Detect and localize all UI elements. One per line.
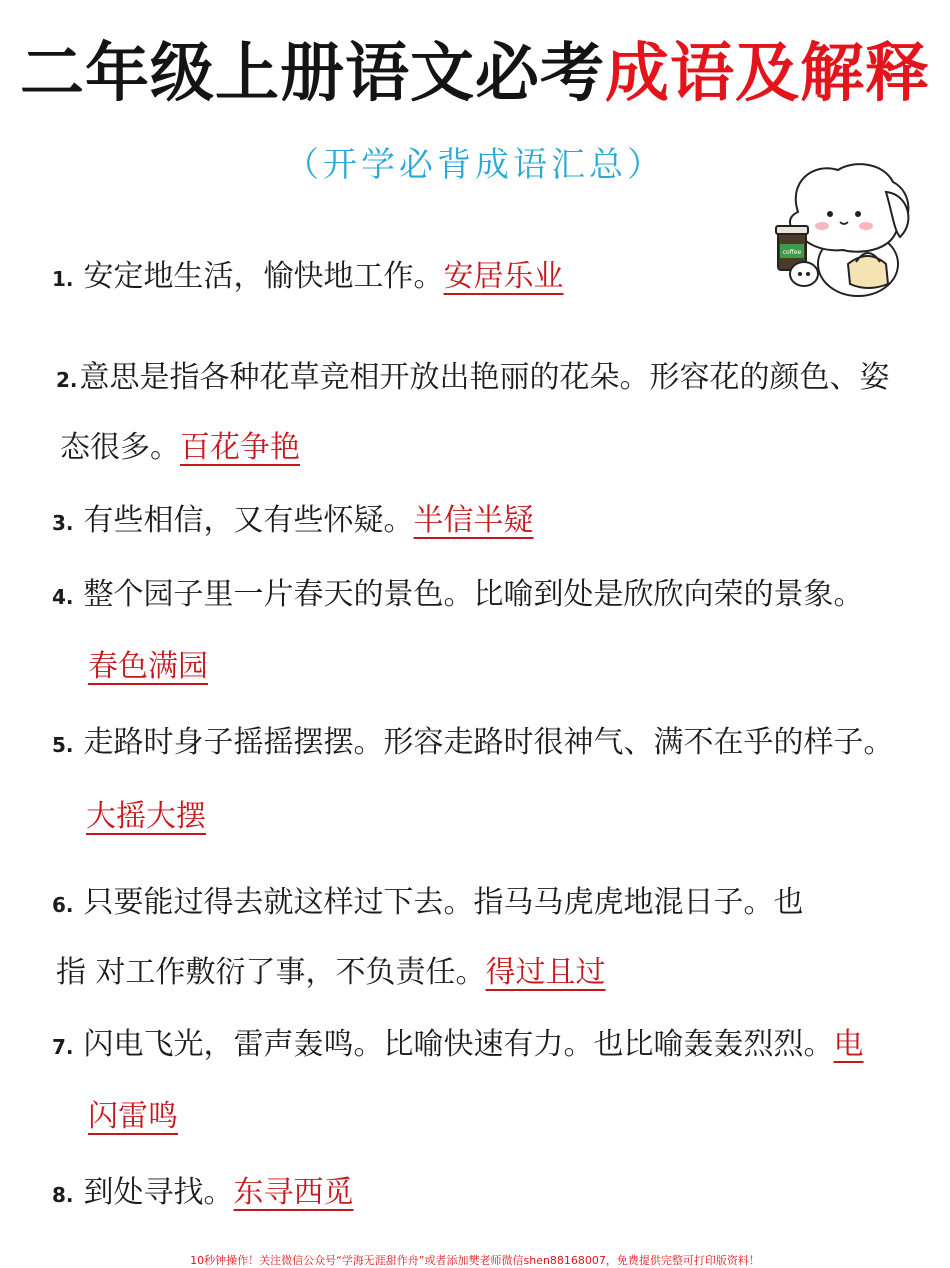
item-number: 5. xyxy=(52,733,74,757)
list-item xyxy=(52,708,894,780)
idiom-answer-part1: 电 xyxy=(833,1027,864,1062)
list-item xyxy=(52,1010,864,1082)
list-item xyxy=(52,868,804,940)
list-item xyxy=(52,1158,354,1230)
item-text: 只要能过得去就这样过下去。指马马虎虎地混日子。也 xyxy=(83,885,804,920)
item-text: 意思是指各种花草竞相开放出艳丽的花朵。形容花的颜色、姿 xyxy=(79,360,890,395)
footer-note: 10秒钟操作！关注微信公众号“学海无涯甜作舟”或者添加樊老师微信shen88168007，免费提供完整可打印版资料！ xyxy=(190,1254,760,1267)
item-number: 2. xyxy=(56,368,78,392)
idiom-answer: 东寻西觅 xyxy=(233,1175,354,1210)
idiom-answer: 安居乐业 xyxy=(443,259,564,294)
item-number: 3. xyxy=(52,511,74,535)
idiom-answer: 半信半疑 xyxy=(413,503,534,538)
list-item-continuation xyxy=(86,782,206,852)
page-title xyxy=(0,34,950,114)
list-item-continuation xyxy=(88,632,208,702)
idiom-answer: 得过且过 xyxy=(485,955,606,990)
idiom-answer: 大摇大摆 xyxy=(86,799,206,834)
list-item xyxy=(52,560,864,632)
item-number: 8. xyxy=(52,1183,74,1207)
list-item-continuation xyxy=(60,413,300,483)
idiom-answer: 春色满园 xyxy=(88,649,208,684)
item-text: 安定地生活，愉快地工作。 xyxy=(83,259,444,294)
item-text: 有些相信，又有些怀疑。 xyxy=(83,503,414,538)
item-number: 4. xyxy=(52,585,74,609)
list-item xyxy=(52,486,534,558)
page-subtitle: （开学必背成语汇总） xyxy=(285,145,665,185)
list-item xyxy=(56,343,890,415)
cup-label: coffee xyxy=(782,249,802,256)
title-red-part: 成语及解释 xyxy=(605,37,930,111)
item-text: 态很多。 xyxy=(60,430,180,465)
list-item-continuation xyxy=(56,938,606,1008)
list-item xyxy=(52,242,564,314)
list-item-continuation xyxy=(88,1082,178,1152)
item-number: 1. xyxy=(52,267,74,291)
item-text: 整个园子里一片春天的景色。比喻到处是欣欣向荣的景象。 xyxy=(83,577,864,612)
item-text: 到处寻找。 xyxy=(83,1175,234,1210)
item-text: 走路时身子摇摇摆摆。形容走路时很神气、满不在乎的样子。 xyxy=(83,725,894,760)
item-text: 指 对工作敷衍了事，不负责任。 xyxy=(56,955,486,990)
title-black-part: 二年级上册语文必考 xyxy=(20,37,605,111)
idiom-answer-part2: 闪雷鸣 xyxy=(88,1099,178,1134)
puppy-with-coffee-illustration xyxy=(768,152,918,302)
idiom-answer: 百花争艳 xyxy=(180,430,300,465)
item-number: 6. xyxy=(52,893,74,917)
item-number: 7. xyxy=(52,1035,74,1059)
item-text: 闪电飞光，雷声轰鸣。比喻快速有力。也比喻轰轰烈烈。 xyxy=(83,1027,834,1062)
